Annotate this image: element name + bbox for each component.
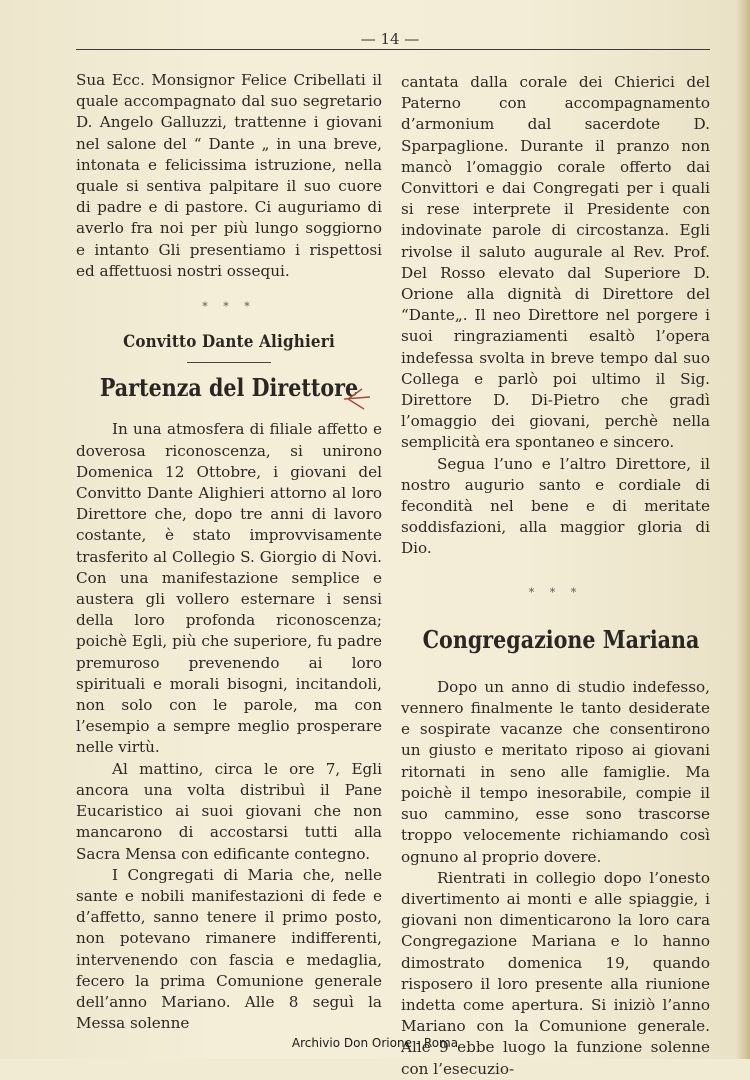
article-paragraph: I Congregati di Maria che, nelle sante e nobili manifestazioni di fede e d’affetto, sanno tenere il primo posto, non potevano rimanere indifferenti, intervenendo con fascia e medaglia, fecero la prima Comunione generale dell’anno Mariano. Alle 8 seguì la Messa solenne: [76, 865, 382, 1033]
right-column: [401, 72, 710, 1080]
section-rule: [187, 362, 271, 363]
section-label: Convitto Dante Alighieri: [123, 332, 335, 352]
page-edge-shadow: [736, 0, 750, 1059]
header-rule: [76, 49, 710, 50]
archive-footer: Archivio Don Orione - Roma: [291, 1036, 459, 1050]
handwritten-arrow-mark: [340, 385, 400, 415]
article-paragraph: Al mattino, circa le ore 7, Egli ancora una volta distribuì il Pane Eucaristico ai suoi giovani che non mancarono di accostarsi tutti alla Sacra Mensa con edificante contegno.: [76, 759, 382, 863]
article-heading-congregazione: Congregazione Mariana: [422, 624, 700, 654]
article-paragraph: Segua l’uno e l’altro Direttore, il nostro augurio santo e cordiale di fecondità nel bene e di meritate soddisfazioni, alla maggior gloria di Dio.: [401, 454, 710, 558]
article-paragraph: Rientrati in collegio dopo l’onesto divertimento ai monti e alle spiaggie, i giovani non dimenticarono la loro cara Congregazione Mariana e lo hanno dimostrato domenica 19, quando risposero il loro presente alla riunione indetta come apertura. Si iniziò l’anno Mariano con la Comunione generale. Alle 9 ebbe luogo la funzione solenne con l’esecuzio-: [401, 868, 710, 1078]
section-separator: * * *: [528, 585, 583, 599]
page-number: — 14 —: [360, 30, 420, 48]
intro-paragraph: Sua Ecc. Monsignor Felice Cribellati il quale accompagnato dal suo segretario D. Angelo Galluzzi, trattenne i giovani nel salone del “ Dante „ in una breve, intonata e felicissima istruzione, nella quale si sentiva palpitare il suo cuore di padre e di pastore. Ci auguriamo di averlo fra noi per più lungo soggiorno e intanto Gli presentiamo i rispettosi ed affettuosi nostri ossequi.: [76, 71, 382, 280]
article-paragraph: cantata dalla corale dei Chierici del Paterno con accompagnamento d’armonium dal sacerdote D. Sparpaglione. Durante il pranzo non mancò l’omaggio corale offerto dai Convittori e dai Congregati per i quali si rese interprete il Presidente con indovinate parole di circostanza. Egli rivolse il saluto augurale al Rev. Prof. Del Rosso elevato dal Superiore D. Orione alla dignità di Direttore del “Dante„. Il neo Direttore nel porgere i suoi ringraziamenti esaltò l’opera indefessa svolta in breve tempo dal suo Collega e parlò poi ultimo il Sig. Direttore D. Di-Pietro che gradì l’omaggio dei giovani, perchè nella semplicità era spontaneo e sincero.: [401, 73, 710, 452]
article-paragraph: In una atmosfera di filiale affetto e doverosa riconoscenza, si unirono Domenica 12 Ottobre, i giovani del Convitto Dante Alighieri attorno al loro Direttore che, dopo tre anni di lavoro costante, è stato improvvisamente trasferito al Collegio S. Giorgio di Novi. Con una manifestazione semplice e austera gli vollero esternare i sensi della loro profonda riconoscenza; poichè Egli, più che superiore, fu padre premuroso prevenendo ai loro spirituali e morali bisogni, incitandoli, non solo con le parole, ma con l’esempio a sempre meglio prosperare nelle virtù.: [76, 420, 382, 757]
article-paragraph: Dopo un anno di studio indefesso, vennero finalmente le tanto desiderate e sospirate vacanze che consentirono un giusto e meritato riposo ai giovani ritornati in seno alle famiglie. Ma poichè il tempo inesorabile, compie il suo cammino, esse sono trascorse troppo velocemente richiamando così ognuno al proprio dovere.: [401, 677, 710, 866]
article-heading-partenza: Partenza del Direttore: [99, 373, 359, 403]
section-separator: * * *: [202, 300, 256, 314]
left-column: [76, 70, 382, 1034]
